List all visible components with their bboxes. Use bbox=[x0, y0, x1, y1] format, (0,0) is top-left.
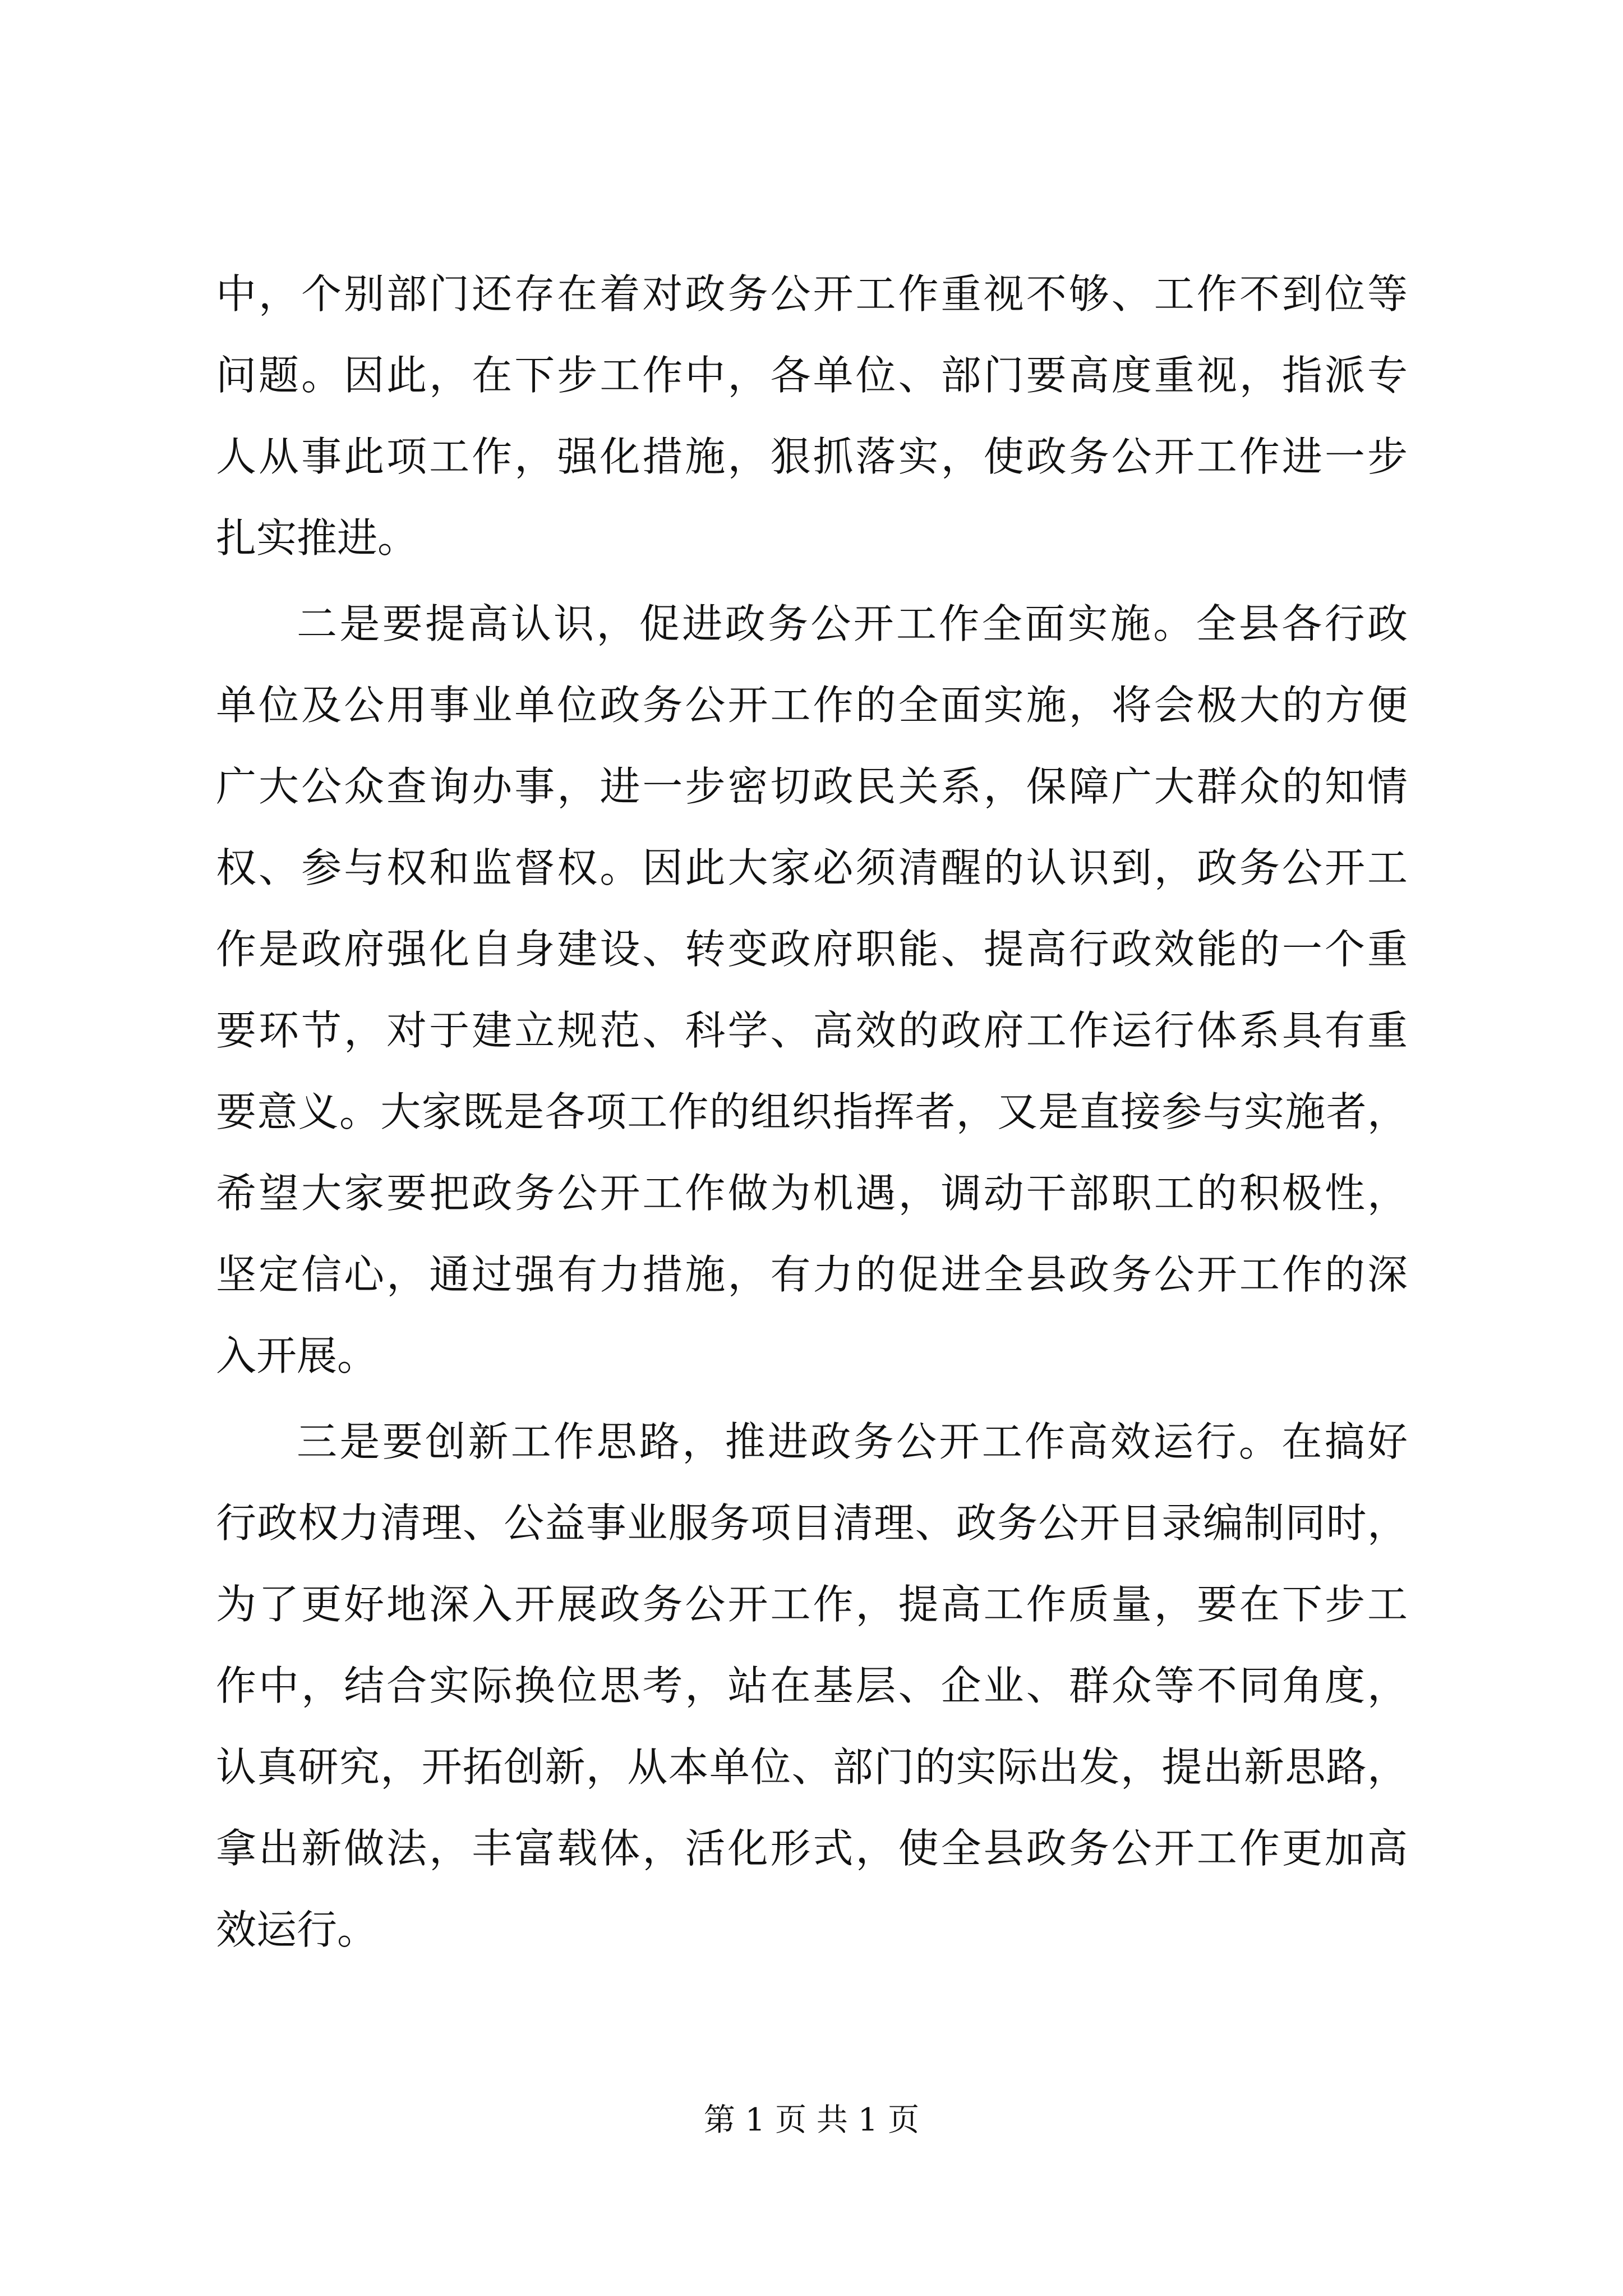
paragraph-line: 作是政府强化自身建设、转变政府职能、提高行政效能的一个重 bbox=[216, 926, 1408, 973]
paragraph-line: 坚定信心，通过强有力措施，有力的促进全县政务公开工作的深 bbox=[216, 1251, 1408, 1298]
paragraph-line: 作中，结合实际换位思考，站在基层、企业、群众等不同角度， bbox=[216, 1662, 1408, 1709]
paragraph-line: 希望大家要把政务公开工作做为机遇，调动干部职工的积极性， bbox=[216, 1170, 1408, 1217]
paragraph-line: 三是要创新工作思路，推进政务公开工作高效运行。在搞好 bbox=[297, 1418, 1408, 1465]
paragraph-line: 为了更好地深入开展政务公开工作，提高工作质量，要在下步工 bbox=[216, 1581, 1408, 1628]
paragraph-line: 权、参与权和监督权。因此大家必须清醒的认识到，政务公开工 bbox=[216, 844, 1408, 891]
paragraph-line: 行政权力清理、公益事业服务项目清理、政务公开目录编制同时， bbox=[216, 1499, 1408, 1547]
paragraph-line: 认真研究，开拓创新，从本单位、部门的实际出发，提出新思路， bbox=[216, 1743, 1408, 1791]
paragraph-line: 效运行。 bbox=[216, 1906, 378, 1953]
paragraph-line: 要意义。大家既是各项工作的组织指挥者，又是直接参与实施者， bbox=[216, 1088, 1408, 1135]
paragraph-line: 中，个别部门还存在着对政务公开工作重视不够、工作不到位等 bbox=[216, 270, 1408, 318]
paragraph-line: 扎实推进。 bbox=[216, 514, 418, 562]
paragraph-line: 问题。因此，在下步工作中，各单位、部门要高度重视，指派专 bbox=[216, 352, 1408, 399]
paragraph-line: 人从事此项工作，强化措施，狠抓落实，使政务公开工作进一步 bbox=[216, 433, 1408, 480]
paragraph-line: 单位及公用事业单位政务公开工作的全面实施，将会极大的方便 bbox=[216, 682, 1408, 729]
paragraph-line: 二是要提高认识，促进政务公开工作全面实施。全县各行政 bbox=[297, 600, 1408, 647]
paragraph-line: 广大公众查询办事，进一步密切政民关系，保障广大群众的知情 bbox=[216, 763, 1408, 810]
paragraph-line: 拿出新做法，丰富载体，活化形式，使全县政务公开工作更加高 bbox=[216, 1825, 1408, 1872]
paragraph-line: 入开展。 bbox=[216, 1332, 378, 1379]
page-footer: 第 1 页 共 1 页 bbox=[703, 2102, 920, 2138]
paragraph-line: 要环节，对于建立规范、科学、高效的政府工作运行体系具有重 bbox=[216, 1007, 1408, 1054]
